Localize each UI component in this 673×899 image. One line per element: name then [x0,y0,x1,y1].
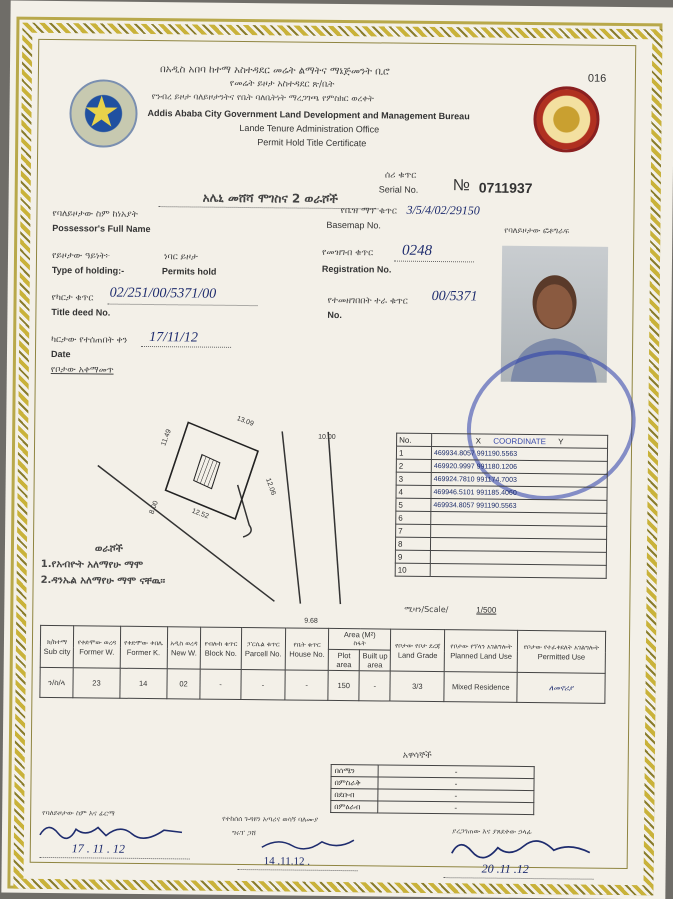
cell-planned: Mixed Residence [444,672,517,703]
heirs-title: ወራሾች [94,543,123,555]
possessor-en-label: Possessor's Full Name [52,222,151,235]
cell-former-k: 14 [120,668,167,698]
main-header-cell [74,626,121,668]
basemap-en-label: Basemap No. [326,219,381,231]
coord-row-value [430,563,606,578]
coord-row-no: 1 [396,446,431,459]
dim-left-low: 8.00 [148,499,160,516]
coord-title: COORDINATE [493,436,547,446]
basemap-am-label: የቤዝ ማፕ ቁጥር [340,206,397,217]
plot-plan-label: የቦታው አቀማመጥ [50,364,114,376]
coord-col-y: Y [558,436,564,446]
main-header-cell [241,627,286,669]
boundary-label: በምስራቅ [331,776,378,788]
registration-am-label: የመዝገብ ቁጥር [322,247,374,259]
coord-row-value: 469946.5101 991185.4060 [431,485,607,500]
main-header-am: የቀድሞው ቀበሌ [124,638,164,647]
dim-top: 13.09 [235,415,255,428]
sig-middle-signature [258,833,368,854]
coord-row-no: 9 [395,550,430,563]
area-header-en: Area (M²) [343,630,376,640]
main-header-am: አዲስ ወረዳ [170,638,198,648]
sig-right-signature [446,835,596,865]
possessor-am-label: የባለይዞታው ስም ከነአያት [52,208,138,220]
boundary-row [331,800,534,814]
sig-left-signature [36,819,186,845]
holding-am-label: የይዞታው ዓይነት፦ [51,250,111,262]
permitted-header-en: Permitted Use [537,651,586,662]
main-header-am: የቀድሞው ወረዳ [77,637,117,647]
boundary-label: በሰሜን [331,764,378,776]
sig-middle-label: የተከሰሰ ጉዳዩን አጣሪና ወሳኝ ባለሙያ [222,814,319,824]
date-value: 17/11/12 [149,330,198,346]
cont-registration-am-label: የተመዘገበበት ተራ ቁጥር [327,295,408,307]
header-english-2: Lande Tenure Administration Office [239,122,380,135]
road-bottom: 9.68 [304,617,318,625]
plot-area-header: Plot area [328,649,359,670]
cell-former-w: 23 [73,668,120,698]
coord-row-no: 4 [396,485,431,498]
boundary-value: - [378,801,534,815]
registration-line [394,261,474,263]
dim-bottom: 12.52 [190,507,210,521]
main-data-row [40,667,605,703]
sig-middle-date: 14 .11.12 . [263,855,311,868]
photo-label: የባለይዞታው ፎቶግራፍ [504,225,570,236]
sig-right-label: ያረጋገጠው እና ያጸደቀው ኃላፊ [451,827,532,837]
title-deed-en-label: Title deed No. [51,306,111,318]
holding-value-am: ነባር ይዞታ [163,252,198,263]
serial-am-label: ሰሪ ቁጥር [384,170,417,181]
boundaries-body [331,764,534,814]
main-header-cell [120,626,167,668]
cell-parcel: - [240,669,285,699]
main-header-en: New W. [170,647,197,658]
coord-body [395,446,607,578]
planned-header [445,630,518,673]
sig-left-label: የባለይዞታው ስም እና ፊርማ [42,808,115,818]
serial-en-label: Serial No. [378,184,419,195]
date-en-label: Date [50,348,71,360]
serial-symbol: № [452,177,471,195]
plot-plan-drawing [74,391,406,624]
main-header-en: Block No. [204,648,237,658]
certificate-page [1,1,673,899]
main-header-row-1 [40,625,605,652]
heirs-line-1: 1.የአብዮት አለማየሁ ማሞ [40,558,144,571]
scale-label: ሚዛን/Scale/ [404,604,449,615]
planned-header-am: የቦታው የፕላን አገልግሎት [450,641,513,651]
scale-value: 1/500 [476,605,497,615]
boundary-label: በምዕራብ [331,800,378,812]
date-am-label: ካርታው የተሰጠበት ቀን [51,334,128,346]
main-header-am: የቤት ቁጥር [293,640,321,649]
title-deed-line [108,304,258,307]
header-english-3: Permit Hold Title Certificate [257,137,367,149]
sig-left-line [40,857,190,860]
coord-row-no: 6 [396,511,431,524]
certificate-content [32,41,633,877]
cell-built-up: - [359,671,390,701]
cell-permitted: ለመኖሪያ [517,672,605,703]
grade-header [390,629,445,672]
cell-grade: 3/3 [390,671,445,702]
parcel-details-table [39,625,606,704]
main-header-en: Former W. [79,646,115,657]
dim-left: 11.49 [160,428,173,447]
cont-registration-value: 00/5371 [431,288,478,305]
dim-right: 12.06 [264,477,277,497]
page-number: 016 [587,72,607,85]
area-header [329,628,391,650]
permitted-header-am: የቦታው የተፈቀደለት አገልግሎት [523,642,600,652]
coord-row-value: 469924.7810 991174.7003 [431,472,607,487]
holding-value-en: Permits hold [161,266,217,277]
coord-row [395,563,606,578]
coord-row-no: 3 [396,472,431,485]
boundary-value: - [378,789,534,803]
main-header-cell [285,628,329,670]
coord-row-value: 469934.8057 991190.5563 [431,446,607,461]
coordinate-table [395,433,608,579]
permitted-header [517,630,605,673]
basemap-value: 3/5/4/02/29150 [406,202,480,218]
header-amharic-1: በአዲስ አበባ ከተማ አስተዳደር መሬት ልማትና ማኔጅመንት ቢሮ [159,64,390,78]
boundary-value: - [378,765,534,779]
sig-middle-label-2: ግሩፕ ጋሸ [231,828,256,838]
heirs-line-2: 2.ዳንኤል አለማየሁ ማሞ ናቸዉ፡፡ [40,574,166,588]
cell-new-w: 02 [166,669,200,699]
main-header-cell [167,627,201,669]
holding-en-label: Type of holding:- [51,264,125,276]
registration-value: 0248 [402,242,433,259]
coord-row-no: 7 [396,524,431,537]
road-top: 10.00 [318,433,336,441]
main-header-am: ፓርሴል ቁጥር [246,639,280,648]
cell-block: - [200,669,240,699]
cell-house: - [285,670,328,700]
cell-subcity: ን/ስ/ላ [40,667,74,697]
grade-header-en: Land Grade [397,650,438,660]
main-header-en: Sub city [43,646,71,656]
title-deed-am-label: የካርታ ቁጥር [51,292,94,304]
planned-header-en: Planned Land Use [450,650,513,661]
serial-number: 0711937 [478,179,533,197]
boundaries-table [330,764,535,815]
boundary-label: በደቡብ [331,788,378,800]
header-amharic-3: የንብረ ይዞታ ባለይዞታንትና የቤት ባለቤትነት ማረጋገጫ የምስክር ወረቀት [151,92,374,105]
main-header-am: ክ/ከተማ [47,637,68,646]
boundary-value: - [378,777,534,791]
cell-plot-area: 150 [328,670,359,700]
main-header-en: Former K. [126,647,161,657]
main-header-cell [40,625,74,667]
title-deed-value: 02/251/00/5371/00 [109,285,217,302]
grade-header-am: የቦታው የቦታ ደረጃ [395,641,441,650]
coord-row-value: 469920.9997 991180.1206 [431,459,607,474]
registration-en-label: Registration No. [321,263,392,275]
main-header-en: House No. [289,649,325,659]
federal-emblem-icon [69,79,138,148]
coord-row-value: 469934.8057 991190.5563 [431,498,607,513]
coord-col-x: X [475,435,482,445]
built-up-header: Built up area [359,650,390,671]
boundaries-title: አዋሳኞች [402,750,432,761]
coord-row-no: 8 [395,537,430,550]
area-header-am: ስፋት [353,639,366,648]
sig-right-date: 20 .11 .12 [481,861,529,877]
sig-left-date: 17 . 11 . 12 [71,841,125,856]
coord-row-no: 5 [396,498,431,511]
cont-registration-en-label: No. [327,309,342,321]
header-amharic-2: የመሬት ይዞታ አስተዳደር ጽ/ቤት [229,78,335,90]
possessor-value: አሌኒ መሸሻ ሞገስና 2 ወራሾች [202,190,339,206]
coord-row-no: 10 [395,563,430,576]
date-line [141,346,231,348]
coord-row-no: 2 [396,459,431,472]
city-seal-icon [533,86,600,153]
main-header-en: Parcell No. [244,648,282,658]
main-header-cell [201,627,242,669]
main-header-am: የብሎክ ቁጥር [204,639,238,648]
header-english-1: Addis Ababa City Government Land Development and Management Bureau [147,107,470,122]
coord-header-no: No. [397,433,432,446]
